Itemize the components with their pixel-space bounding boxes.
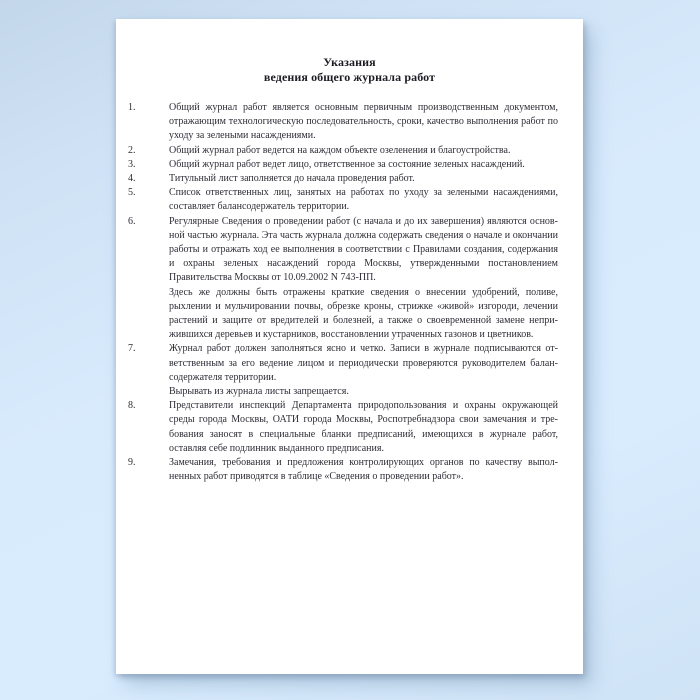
item-number: 6. bbox=[128, 215, 136, 227]
item-number: 8. bbox=[128, 400, 136, 412]
item-number: 3. bbox=[128, 158, 136, 170]
list-item bbox=[128, 172, 558, 186]
list-item bbox=[128, 144, 558, 158]
item-paragraph: Общий журнал работ ведет лицо, ответственное за состояние зеленых насаждений. bbox=[169, 158, 525, 170]
numbered-list bbox=[116, 101, 583, 484]
list-item bbox=[128, 456, 558, 484]
list-item bbox=[128, 186, 558, 214]
item-number: 1. bbox=[128, 102, 136, 113]
list-item bbox=[128, 399, 558, 456]
list-item bbox=[128, 158, 558, 172]
document-title bbox=[116, 55, 583, 85]
item-paragraph: Регулярные Сведения о проведении работ (с начала и до их завершения) являются основной частью журнала. Эта часть журнала должна содержать сведения о начале и окончании работы и отражать ход ее выполнения в соответствии с Правилами создания, содержания и охраны зеленых насаждений города Москвы, утвержденными постановлением Правительства Москвы от 10.09.2002 N 743-ПП. bbox=[169, 215, 558, 284]
item-paragraph: Замечания, требования и предложения контролирующих органов по качеству выполненных работ приводятся в таблице «Сведения о проведении работ». bbox=[169, 457, 558, 483]
item-number: 2. bbox=[128, 144, 136, 156]
item-number: 9. bbox=[128, 457, 136, 469]
item-paragraph: Вырывать из журнала листы запрещается. bbox=[169, 386, 349, 398]
list-item bbox=[128, 101, 558, 144]
document-title-line2: ведения общего журнала работ bbox=[263, 70, 436, 84]
item-number: 7. bbox=[128, 343, 136, 355]
document-title-line1: Указания bbox=[323, 55, 376, 69]
item-paragraph: Здесь же должны быть отражены краткие сведения о внесении удобрений, поливе, рыхлении и мульчировании почвы, обрезке кроны, стрижке «живой» изгороди, лечении растений и защите от вредителей и болезней, а также о своевременной замене неприжившихся деревьев и кустарников, восстановлении утраченных газонов и цветников. bbox=[169, 286, 558, 341]
item-number: 4. bbox=[128, 173, 136, 185]
item-paragraph: Представители инспекций Департамента природопользования и охраны окружающей среды города Москвы, ОАТИ города Москвы, Роспотребнадзора свои замечания и требования заносят в специальные бланки предписаний, имеющихся в журнале работ, оставляя себе подлинник выданного предписания. bbox=[169, 400, 558, 454]
item-paragraph: Общий журнал работ является основным первичным производственным документом, отражающим технологическую последовательность, сроки, качество выполнения работ по уходу за зелеными насаждениями. bbox=[169, 102, 558, 142]
item-paragraph: Общий журнал работ ведется на каждом объекте озеленения и благоустройства. bbox=[169, 144, 511, 156]
item-paragraph: Титульный лист заполняется до начала проведения работ. bbox=[169, 173, 415, 185]
item-paragraph: Список ответственных лиц, занятых на работах по уходу за зелеными насаждениями, составляет балансодержатель территории. bbox=[169, 187, 558, 213]
item-number: 5. bbox=[128, 187, 136, 199]
list-item bbox=[128, 342, 558, 399]
item-paragraph: Журнал работ должен заполняться ясно и четко. Записи в журнале подписываются ответственным за его ведение лицом и периодически проверяются руководителем балансодержателя территории. bbox=[169, 343, 558, 383]
document-page bbox=[116, 19, 583, 674]
list-item bbox=[128, 215, 558, 343]
